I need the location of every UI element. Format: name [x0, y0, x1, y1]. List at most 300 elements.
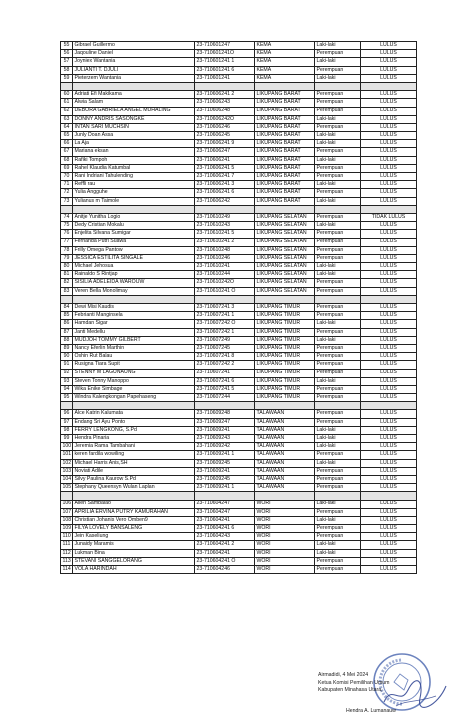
result-status: LULUS — [361, 377, 417, 385]
registration-number: 23-710604246 — [195, 566, 255, 574]
table-row — [61, 148, 417, 156]
participant-name: DEBORA GABRIELA ANGEL MUHALING — [73, 107, 195, 115]
gender: Perempuan — [315, 467, 361, 475]
table-row — [61, 410, 417, 418]
result-status: LULUS — [361, 418, 417, 426]
group-separator-row — [61, 402, 417, 410]
result-status: LULUS — [361, 557, 417, 565]
table-row — [61, 156, 417, 164]
kecamatan: LIKUPANG SELATAN — [255, 238, 315, 246]
registration-number: 23-710609241 — [195, 426, 255, 434]
registration-number: 23-710607241 8 — [195, 353, 255, 361]
participant-name: JULIANTI T. DJULI — [73, 66, 195, 74]
kecamatan: WORI — [255, 566, 315, 574]
separator-cell — [361, 82, 417, 90]
gender: Perempuan — [315, 557, 361, 565]
participant-name: Yulia Angguhe — [73, 189, 195, 197]
registration-number: 23-710610241 — [195, 263, 255, 271]
result-status: LULUS — [361, 459, 417, 467]
participant-name: Noviati Adile — [73, 467, 195, 475]
result-status: LULUS — [361, 566, 417, 574]
separator-cell — [61, 82, 73, 90]
row-number: 55 — [61, 42, 73, 50]
gender: Perempuan — [315, 451, 361, 459]
table-row — [61, 344, 417, 352]
kecamatan: KEMA — [255, 50, 315, 58]
result-status: LULUS — [361, 312, 417, 320]
row-number: 63 — [61, 115, 73, 123]
registration-number: 23-710604247 — [195, 508, 255, 516]
result-status: LULUS — [361, 525, 417, 533]
registration-number: 23-710604243 — [195, 533, 255, 541]
gender: Perempuan — [315, 246, 361, 254]
gender: Perempuan — [315, 164, 361, 172]
result-status: TIDAK LULUS — [361, 213, 417, 221]
gender: Laki-laki — [315, 443, 361, 451]
result-status: LULUS — [361, 320, 417, 328]
registration-number: 23-710604241 O — [195, 557, 255, 565]
gender: Laki-laki — [315, 197, 361, 205]
gender: Laki-laki — [315, 500, 361, 508]
place-date: Airmadidi, 4 Mei 2024 — [318, 672, 369, 678]
kecamatan: LIKUPANG BARAT — [255, 99, 315, 107]
kecamatan: LIKUPANG SELATAN — [255, 287, 315, 295]
result-status: LULUS — [361, 435, 417, 443]
table-row — [61, 557, 417, 565]
gender: Perempuan — [315, 254, 361, 262]
registration-number: 23-710601247 — [195, 42, 255, 50]
row-number: 56 — [61, 50, 73, 58]
table-row — [61, 459, 417, 467]
separator-cell — [315, 205, 361, 213]
row-number: 78 — [61, 246, 73, 254]
table-row — [61, 74, 417, 82]
table-row — [61, 426, 417, 434]
kecamatan: LIKUPANG SELATAN — [255, 246, 315, 254]
table-row — [61, 222, 417, 230]
separator-cell — [61, 205, 73, 213]
participant-name: MUDJOH TOMMY GILBERT — [73, 336, 195, 344]
row-number: 85 — [61, 312, 73, 320]
separator-cell — [73, 402, 195, 410]
row-number: 75 — [61, 222, 73, 230]
kecamatan: LIKUPANG SELATAN — [255, 271, 315, 279]
gender: Perempuan — [315, 304, 361, 312]
registration-number: 23-710609243 — [195, 435, 255, 443]
table-row — [61, 353, 417, 361]
table-row — [61, 66, 417, 74]
row-number: 84 — [61, 304, 73, 312]
kecamatan: WORI — [255, 533, 315, 541]
gender: Perempuan — [315, 173, 361, 181]
gender: Perempuan — [315, 533, 361, 541]
participant-name: Hamdan Sigar — [73, 320, 195, 328]
participant-name: Yulianus m Taimole — [73, 197, 195, 205]
result-status: LULUS — [361, 91, 417, 99]
row-number: 110 — [62, 533, 71, 540]
kecamatan: LIKUPANG BARAT — [255, 189, 315, 197]
participant-name: Rafiki Tompoh — [73, 156, 195, 164]
separator-cell — [61, 492, 73, 500]
table-row — [61, 377, 417, 385]
separator-cell — [255, 295, 315, 303]
registration-number: 23-710609245 — [195, 459, 255, 467]
participant-name: Veren Bella Monolimay — [73, 287, 195, 295]
kecamatan: LIKUPANG TIMUR — [255, 336, 315, 344]
participant-name: STENNY M LAGUNAUNG — [73, 369, 195, 377]
row-number: 98 — [61, 426, 73, 434]
result-status: LULUS — [361, 263, 417, 271]
registration-number: 23-710601241 1 — [195, 58, 255, 66]
participant-name: Fernanda Putri Suawa — [73, 238, 195, 246]
participant-name: Michael Jehosua — [73, 263, 195, 271]
table-row — [61, 254, 417, 262]
row-number: 58 — [61, 66, 73, 74]
result-status: LULUS — [361, 42, 417, 50]
kecamatan: LIKUPANG SELATAN — [255, 213, 315, 221]
participant-name: Alce Katrin Kalumata — [73, 410, 195, 418]
separator-cell — [73, 295, 195, 303]
result-status: LULUS — [361, 189, 417, 197]
registration-number: 23-710607242 1 — [195, 328, 255, 336]
kecamatan: LIKUPANG TIMUR — [255, 304, 315, 312]
registration-number: 23-710609247 — [195, 418, 255, 426]
result-status: LULUS — [361, 173, 417, 181]
table-row — [61, 385, 417, 393]
result-status: LULUS — [361, 344, 417, 352]
row-number: 101 — [62, 451, 72, 458]
gender: Perempuan — [315, 279, 361, 287]
gender: Perempuan — [315, 353, 361, 361]
handwritten-signature — [380, 676, 450, 712]
gender: Perempuan — [315, 50, 361, 58]
table-row — [61, 189, 417, 197]
gender: Perempuan — [315, 287, 361, 295]
participant-name: VOLA HARINDAH — [73, 566, 195, 574]
registration-number: 23-710604241 6 — [195, 525, 255, 533]
participant-name: SISILIA ADELEIDA WAROUW — [73, 279, 195, 287]
registration-number: 23-710610243 — [195, 222, 255, 230]
gender: Perempuan — [315, 418, 361, 426]
registration-number: 23-710607241 6 — [195, 377, 255, 385]
result-status: LULUS — [361, 164, 417, 172]
result-status: LULUS — [361, 410, 417, 418]
table-row — [61, 508, 417, 516]
table-row — [61, 115, 417, 123]
result-status: LULUS — [361, 74, 417, 82]
participant-name: Joyniex Wantania — [73, 58, 195, 66]
registration-number: 23-710607241 1 — [195, 312, 255, 320]
result-status: LULUS — [361, 148, 417, 156]
gender: Perempuan — [315, 189, 361, 197]
table-row — [61, 336, 417, 344]
registration-number: 23-710610241 2 — [195, 238, 255, 246]
kecamatan: KEMA — [255, 74, 315, 82]
separator-cell — [315, 295, 361, 303]
registration-number: 23-710609241 — [195, 467, 255, 475]
gender: Laki-laki — [315, 541, 361, 549]
registration-number: 23-710610246 — [195, 254, 255, 262]
registration-number: 23-710606241 6 — [195, 189, 255, 197]
result-status: LULUS — [361, 58, 417, 66]
row-number: 61 — [61, 99, 73, 107]
table-row — [61, 197, 417, 205]
result-status: LULUS — [361, 140, 417, 148]
gender: Perempuan — [315, 385, 361, 393]
participant-name: Lukman Bina — [73, 549, 195, 557]
kecamatan: TALAWAAN — [255, 475, 315, 483]
result-status: LULUS — [361, 549, 417, 557]
registration-number: 23-710606242 — [195, 197, 255, 205]
participant-name: Steven Tonny Manoppo — [73, 377, 195, 385]
row-number: 81 — [61, 271, 73, 279]
kecamatan: LIKUPANG BARAT — [255, 115, 315, 123]
kecamatan: LIKUPANG BARAT — [255, 140, 315, 148]
registration-number: 23-710604241 — [195, 516, 255, 524]
registration-number: 23-710606248 — [195, 107, 255, 115]
participant-name: Allen Sambalao — [73, 500, 195, 508]
kecamatan: WORI — [255, 541, 315, 549]
kecamatan: LIKUPANG BARAT — [255, 91, 315, 99]
registration-number: 23-710606241 3 — [195, 181, 255, 189]
gender: Laki-laki — [315, 222, 361, 230]
row-number: 105 — [62, 484, 72, 491]
table-row — [61, 42, 417, 50]
separator-cell — [255, 492, 315, 500]
table-row — [61, 107, 417, 115]
result-status: LULUS — [361, 50, 417, 58]
kecamatan: TALAWAAN — [255, 484, 315, 492]
separator-cell — [315, 402, 361, 410]
gender: Perempuan — [315, 484, 361, 492]
gender: Laki-laki — [315, 115, 361, 123]
participant-name: Windra Kalengkongan Papehaseng — [73, 394, 195, 402]
kecamatan: LIKUPANG TIMUR — [255, 320, 315, 328]
kecamatan: LIKUPANG SELATAN — [255, 230, 315, 238]
kecamatan: LIKUPANG SELATAN — [255, 222, 315, 230]
registration-number: 23-710607241 — [195, 369, 255, 377]
row-number: 65 — [61, 132, 73, 140]
separator-cell — [73, 492, 195, 500]
registration-number: 23-710610249 — [195, 213, 255, 221]
kecamatan: LIKUPANG TIMUR — [255, 353, 315, 361]
kecamatan: TALAWAAN — [255, 435, 315, 443]
gender: Laki-laki — [315, 271, 361, 279]
kecamatan: LIKUPANG BARAT — [255, 148, 315, 156]
group-separator-row — [61, 295, 417, 303]
result-status: LULUS — [361, 426, 417, 434]
registration-number: 23-710607245 — [195, 344, 255, 352]
table-row — [61, 533, 417, 541]
registration-number: 23-710610244 — [195, 271, 255, 279]
table-row — [61, 230, 417, 238]
row-number: 67 — [61, 148, 73, 156]
participant-name: Junaidy Maramis — [73, 541, 195, 549]
gender: Laki-laki — [315, 74, 361, 82]
registration-number: 23-710607249 — [195, 336, 255, 344]
result-status: LULUS — [361, 467, 417, 475]
registration-number: 23-710606241 2 — [195, 91, 255, 99]
kecamatan: LIKUPANG TIMUR — [255, 344, 315, 352]
gender: Laki-laki — [315, 426, 361, 434]
row-number: 96 — [61, 410, 73, 418]
table-row — [61, 369, 417, 377]
result-status: LULUS — [361, 394, 417, 402]
gender: Laki-laki — [315, 42, 361, 50]
kecamatan: TALAWAAN — [255, 459, 315, 467]
row-number: 108 — [62, 516, 72, 523]
registration-number: 23-710606243 — [195, 99, 255, 107]
gender: Laki-laki — [315, 377, 361, 385]
row-number: 62 — [61, 107, 73, 115]
kecamatan: LIKUPANG SELATAN — [255, 263, 315, 271]
gender: Perempuan — [315, 525, 361, 533]
participant-name: Pieterzem Wantania — [73, 74, 195, 82]
separator-cell — [195, 82, 255, 90]
kecamatan: LIKUPANG TIMUR — [255, 377, 315, 385]
row-number: 71 — [61, 181, 73, 189]
gender: Laki-laki — [315, 549, 361, 557]
row-number: 93 — [61, 377, 73, 385]
separator-cell — [315, 82, 361, 90]
registration-number: 23-710606242O — [195, 115, 255, 123]
result-status: LULUS — [361, 156, 417, 164]
kecamatan: LIKUPANG TIMUR — [255, 385, 315, 393]
table-row — [61, 99, 417, 107]
table-row — [61, 467, 417, 475]
row-number: 86 — [61, 320, 73, 328]
participant-name: Anitje Yunitha Logio — [73, 213, 195, 221]
row-number: 73 — [61, 197, 73, 205]
registration-number: 23-710607244 — [195, 394, 255, 402]
row-number: 59 — [61, 74, 73, 82]
participant-name: Rahel Klaudia Katumbal — [73, 164, 195, 172]
separator-cell — [255, 402, 315, 410]
result-status: LULUS — [361, 279, 417, 287]
row-number: 92 — [61, 369, 73, 377]
participant-name: Jeremia Rama Tambahani — [73, 443, 195, 451]
gender: Perempuan — [315, 230, 361, 238]
table-row — [61, 123, 417, 131]
table-row — [61, 435, 417, 443]
kecamatan: LIKUPANG BARAT — [255, 173, 315, 181]
table-row — [61, 181, 417, 189]
signer-name: Hendra A. Lumanauw — [346, 708, 396, 714]
gender: Perempuan — [315, 238, 361, 246]
kecamatan: TALAWAAN — [255, 443, 315, 451]
result-status: LULUS — [361, 66, 417, 74]
registration-number: 23-710609248 — [195, 410, 255, 418]
result-status: LULUS — [361, 99, 417, 107]
group-separator-row — [61, 82, 417, 90]
separator-cell — [361, 205, 417, 213]
kecamatan: LIKUPANG SELATAN — [255, 279, 315, 287]
table-row — [61, 328, 417, 336]
result-status: LULUS — [361, 238, 417, 246]
gender: Perempuan — [315, 99, 361, 107]
signature-block — [318, 672, 390, 695]
table-row — [61, 320, 417, 328]
gender: Laki-laki — [315, 263, 361, 271]
gender: Laki-laki — [315, 156, 361, 164]
group-separator-row — [61, 205, 417, 213]
registration-number: 23-710604247 — [195, 500, 255, 508]
registration-number: 23-710604241 — [195, 549, 255, 557]
row-number: 64 — [61, 123, 73, 131]
row-number: 103 — [62, 467, 72, 474]
participant-name: Rani Indriani Tahulending — [73, 173, 195, 181]
participant-name: Adriati Efi Makikama — [73, 91, 195, 99]
result-status: LULUS — [361, 353, 417, 361]
gender: Perempuan — [315, 394, 361, 402]
registration-number: 23-710601241O — [195, 50, 255, 58]
row-number: 113 — [62, 557, 71, 564]
row-number: 60 — [61, 91, 73, 99]
result-status: LULUS — [361, 181, 417, 189]
results-table-body — [61, 42, 417, 574]
result-status: LULUS — [361, 107, 417, 115]
registration-number: 23-710610242O — [195, 279, 255, 287]
result-status: LULUS — [361, 328, 417, 336]
table-row — [61, 287, 417, 295]
participant-name: Oshin Rut Balau — [73, 353, 195, 361]
kecamatan: LIKUPANG BARAT — [255, 156, 315, 164]
gender: Perempuan — [315, 410, 361, 418]
separator-cell — [195, 402, 255, 410]
registration-number: 23-710607242 O — [195, 320, 255, 328]
kecamatan: LIKUPANG BARAT — [255, 107, 315, 115]
result-status: LULUS — [361, 132, 417, 140]
table-row — [61, 213, 417, 221]
row-number: 89 — [61, 344, 73, 352]
participant-name: FERRY LENGKONG, S.Pd — [73, 426, 195, 434]
result-status: LULUS — [361, 369, 417, 377]
result-status: LULUS — [361, 541, 417, 549]
table-row — [61, 164, 417, 172]
result-status: LULUS — [361, 254, 417, 262]
participant-name: APRILIA ERVINA PUTRY KAMURAHAN — [73, 508, 195, 516]
registration-number: 23-710609245 — [195, 475, 255, 483]
separator-cell — [61, 402, 73, 410]
table-row — [61, 173, 417, 181]
gender: Laki-laki — [315, 435, 361, 443]
result-status: LULUS — [361, 336, 417, 344]
table-row — [61, 361, 417, 369]
gender: Perempuan — [315, 566, 361, 574]
participant-name: Reffli rau — [73, 181, 195, 189]
kecamatan: LIKUPANG TIMUR — [255, 394, 315, 402]
result-status: LULUS — [361, 385, 417, 393]
participant-name: La Aja — [73, 140, 195, 148]
gender: Perempuan — [315, 107, 361, 115]
gender: Perempuan — [315, 312, 361, 320]
registration-number: 23-710606246 — [195, 123, 255, 131]
separator-cell — [195, 295, 255, 303]
row-number: 104 — [62, 475, 72, 482]
participant-name: Silvy Paulina Kaurow S.Pd — [73, 475, 195, 483]
kecamatan: TALAWAAN — [255, 426, 315, 434]
table-row — [61, 484, 417, 492]
result-status: LULUS — [361, 484, 417, 492]
separator-cell — [361, 295, 417, 303]
participant-name: Frilly Omega Pantow — [73, 246, 195, 254]
kecamatan: TALAWAAN — [255, 451, 315, 459]
result-status: LULUS — [361, 287, 417, 295]
participant-name: FILYA LOVELY BANSALENG — [73, 525, 195, 533]
separator-cell — [73, 205, 195, 213]
registration-number: 23-710601241 — [195, 74, 255, 82]
separator-cell — [255, 82, 315, 90]
